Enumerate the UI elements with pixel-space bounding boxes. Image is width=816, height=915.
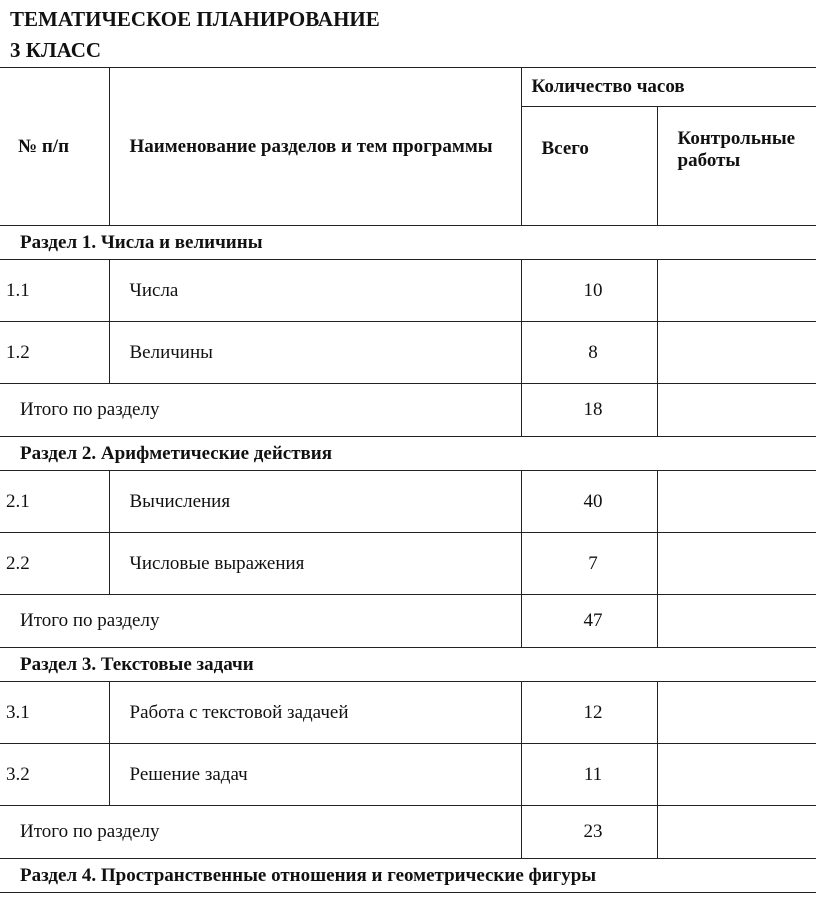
row-name: Вычисления	[109, 471, 521, 533]
header-tests: Контрольные работы	[657, 107, 816, 226]
section-row	[0, 648, 816, 682]
page-title	[10, 4, 380, 66]
subtotal-hours: 18	[521, 384, 657, 437]
section-row	[0, 859, 816, 893]
section-row	[0, 437, 816, 471]
table-row	[0, 260, 816, 322]
table-row	[0, 533, 816, 595]
section-row	[0, 226, 816, 260]
row-tests	[657, 322, 816, 384]
table-row	[0, 744, 816, 806]
subtotal-hours: 23	[521, 806, 657, 859]
subtotal-label: Итого по разделу	[0, 806, 521, 859]
row-tests	[657, 260, 816, 322]
row-num: 3.1	[0, 682, 109, 744]
row-name: Числа	[109, 260, 521, 322]
section-title: Раздел 3. Текстовые задачи	[0, 648, 816, 682]
row-hours: 11	[521, 744, 657, 806]
row-tests	[657, 744, 816, 806]
header-name: Наименование разделов и тем программы	[109, 68, 521, 226]
row-hours: 40	[521, 471, 657, 533]
subtotal-hours: 47	[521, 595, 657, 648]
section-title: Раздел 4. Пространственные отношения и геометрические фигуры	[0, 859, 816, 893]
row-hours: 10	[521, 260, 657, 322]
row-num: 1.2	[0, 322, 109, 384]
row-num: 2.2	[0, 533, 109, 595]
subtotal-label: Итого по разделу	[0, 384, 521, 437]
header-total: Всего	[521, 107, 657, 226]
row-name: Величины	[109, 322, 521, 384]
subtotal-tests	[657, 806, 816, 859]
header-row	[0, 68, 816, 107]
section-title: Раздел 1. Числа и величины	[0, 226, 816, 260]
subtotal-row	[0, 384, 816, 437]
subtotal-tests	[657, 595, 816, 648]
row-name: Числовые выражения	[109, 533, 521, 595]
title-line-2: 3 КЛАСС	[10, 38, 102, 62]
planning-table	[0, 67, 816, 893]
row-num: 2.1	[0, 471, 109, 533]
title-line-1: ТЕМАТИЧЕСКОЕ ПЛАНИРОВАНИЕ	[10, 7, 380, 31]
row-hours: 12	[521, 682, 657, 744]
table-row	[0, 471, 816, 533]
table-row	[0, 322, 816, 384]
subtotal-row	[0, 806, 816, 859]
row-tests	[657, 533, 816, 595]
row-tests	[657, 471, 816, 533]
row-num: 3.2	[0, 744, 109, 806]
row-name: Работа с текстовой задачей	[109, 682, 521, 744]
subtotal-label: Итого по разделу	[0, 595, 521, 648]
row-tests	[657, 682, 816, 744]
subtotal-row	[0, 595, 816, 648]
section-title: Раздел 2. Арифметические действия	[0, 437, 816, 471]
table-row	[0, 682, 816, 744]
row-name: Решение задач	[109, 744, 521, 806]
header-num: № п/п	[0, 68, 109, 226]
header-hours: Количество часов	[521, 68, 816, 107]
row-num: 1.1	[0, 260, 109, 322]
subtotal-tests	[657, 384, 816, 437]
row-hours: 8	[521, 322, 657, 384]
row-hours: 7	[521, 533, 657, 595]
